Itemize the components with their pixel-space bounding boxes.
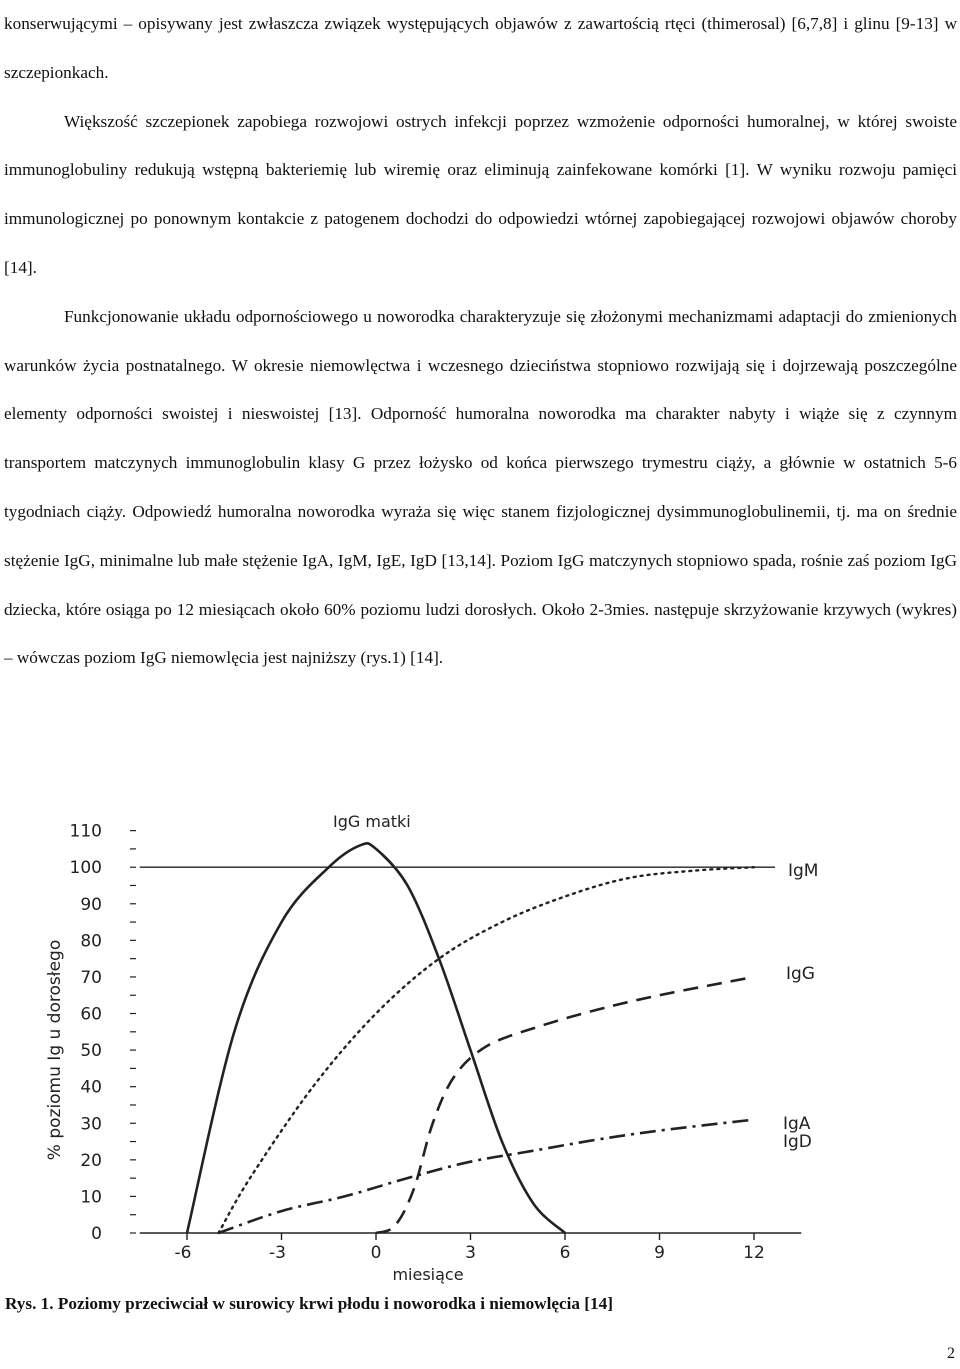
x-axis-label: miesiące bbox=[392, 1265, 464, 1284]
y-tick-label: 110 bbox=[69, 821, 102, 842]
x-tick-label: 12 bbox=[743, 1243, 765, 1263]
page-number: 2 bbox=[947, 1345, 955, 1362]
x-tick-label: 0 bbox=[370, 1243, 382, 1263]
x-tick-label: 3 bbox=[465, 1243, 476, 1263]
body-text bbox=[4, 0, 957, 683]
paragraph-2: Większość szczepionek zapobiega rozwojowi ostrych infekcji poprzez wzmożenie odporności humoralnej, w której swoiste immunoglobuliny redukują wstępną bakteriemię lub wiremię oraz eliminują zainfekowane komórki [1]. W wyniku rozwoju pamięci immunologicznej po ponownym kontakcie z patogenem dochodzi do odpowiedzi wtórnej zapobiegającej rozwojowi objawów choroby [14]. bbox=[4, 111, 957, 277]
series-label-iga: IgA bbox=[783, 1114, 811, 1134]
chart-series bbox=[187, 843, 754, 1233]
paragraph-3: Funkcjonowanie układu odpornościowego u noworodka charakteryzuje się złożonymi mechanizmami adaptacji do zmienionych warunków życia postnatalnego. W okresie niemowlęctwa i wczesnego dzieciństwa stopniowo rozwijają się i dojrzewają poszczególne elementy odporności swoistej i nieswoistej [13]. Odporność humoralna noworodka ma charakter nabyty i wiąże się z czynnym transportem matczynych immunoglobulin klasy G przez łożysko od końca pierwszego trymestru ciąży, a głównie w ostatnich 5-6 tygodniach ciąży. Odpowiedź humoralna noworodka wyraża się więc stanem fizjologicznej dysimmunoglobulinemii, tj. ma on średnie stężenie IgG, minimalne lub małe stężenie IgA, IgM, IgE, IgD [13,14]. Poziom IgG matczynych stopniowo spada, rośnie zaś poziom IgG dziecka, które osiąga po 12 miesiącach około 60% poziomu ludzi dorosłych. Około 2-3mies. następuje skrzyżowanie krzywych (wykres) – wówczas poziom IgG niemowlęcia jest najniższy (rys.1) [14]. bbox=[4, 306, 957, 668]
series-line-2 bbox=[376, 977, 754, 1233]
y-tick-label: 90 bbox=[80, 894, 102, 915]
immunoglobulin-chart bbox=[0, 800, 960, 1290]
y-tick-label: 70 bbox=[80, 967, 102, 988]
figure-caption: Rys. 1. Poziomy przeciwciał w surowicy krwi płodu i noworodka i niemowlęcia [14] bbox=[5, 1294, 613, 1313]
y-tick-label: 40 bbox=[80, 1077, 102, 1098]
series-label-igg: IgG bbox=[786, 964, 815, 984]
x-tick-label: -6 bbox=[174, 1243, 192, 1263]
y-tick-label: 30 bbox=[80, 1114, 102, 1135]
y-tick-label: 60 bbox=[80, 1004, 102, 1025]
x-tick-label: 9 bbox=[654, 1243, 665, 1263]
y-tick-label: 100 bbox=[69, 858, 102, 879]
y-tick-label: 0 bbox=[91, 1224, 102, 1244]
x-tick-label: -3 bbox=[269, 1243, 286, 1263]
series-line-1 bbox=[219, 867, 755, 1233]
chart-labels bbox=[45, 812, 818, 1284]
y-tick-label: 80 bbox=[80, 931, 102, 952]
chart-axes bbox=[70, 822, 802, 1263]
series-label-igd: IgD bbox=[783, 1132, 812, 1152]
series-line-3 bbox=[219, 1120, 755, 1233]
y-tick-label: 20 bbox=[80, 1150, 102, 1171]
y-tick-label: 10 bbox=[80, 1187, 102, 1208]
series-line-0 bbox=[187, 843, 565, 1233]
paragraph-1: konserwującymi – opisywany jest zwłaszcza związek występujących objawów z zawartością rtęci (thimerosal) [6,7,8] i glinu [9-13] w szczepionkach. bbox=[4, 14, 957, 82]
x-tick-label: 6 bbox=[559, 1243, 571, 1263]
y-tick-label: 50 bbox=[80, 1041, 102, 1062]
y-axis-label: % poziomu Ig u dorosłego bbox=[45, 939, 65, 1161]
series-label-igm: IgM bbox=[788, 861, 819, 881]
series-label-igg-matki: IgG matki bbox=[333, 812, 411, 831]
